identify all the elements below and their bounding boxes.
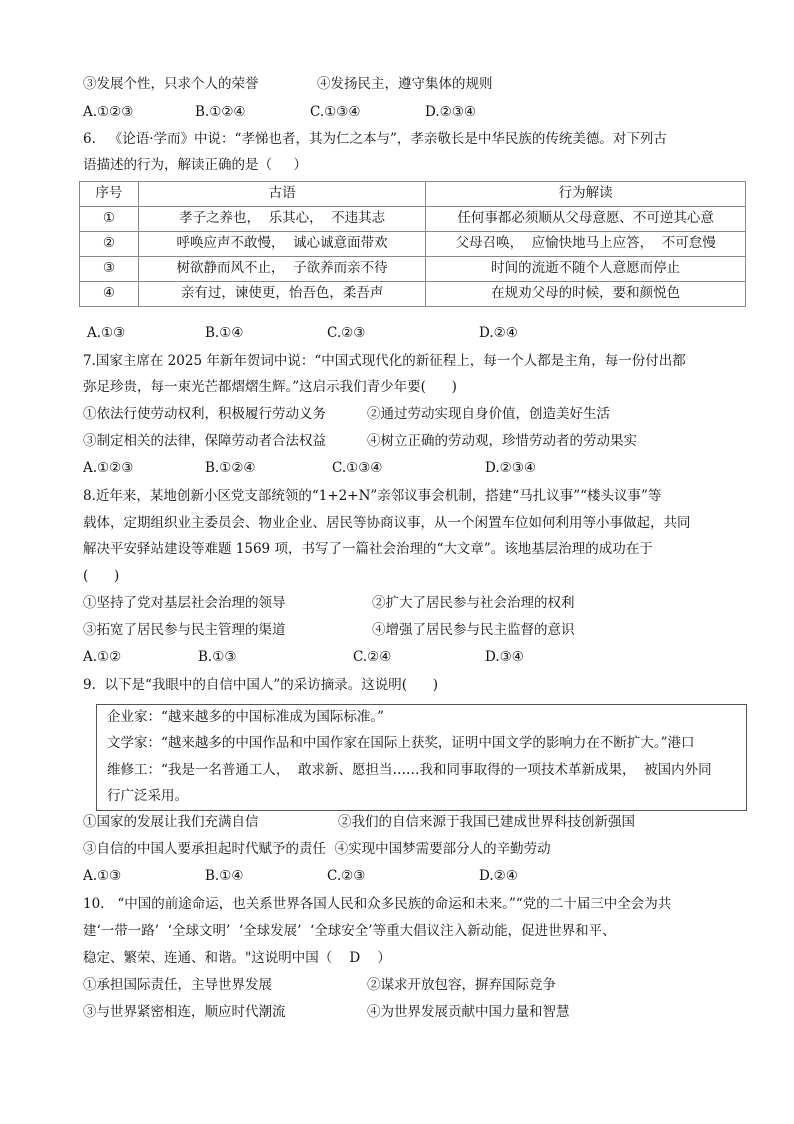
q6-stem-line-2: 语描述的行为，解读正确的是（ ） [83, 157, 307, 173]
q9-choice-2: ②我们的自信来源于我国已建成世界科技创新强国 [338, 814, 635, 830]
option-c: C.①③④ [310, 104, 361, 120]
row-interpretation: 时间的流逝不随个人意愿而停止 [426, 257, 746, 282]
option-c: C.②④ [353, 649, 392, 665]
row-quote: 呼唤应声不敢慢， 诚心诚意面带欢 [138, 232, 426, 257]
q10-stem-line-3: 稳定、繁荣、连通、和谐。"这说明中国（ D ） [83, 950, 391, 966]
option-b: B.①②④ [195, 104, 246, 120]
option-d: D.②③④ [485, 460, 536, 476]
q9-quote-worker-cont: 行广泛采用。 [107, 788, 188, 804]
q9-quote-writer: 文学家：“越来越多的中国作品和中国作家在国际上获奖，证明中国文学的影响力在不断扩大。”港口 [107, 735, 695, 751]
option-a: A.①②③ [83, 104, 134, 120]
choice-3: ③发展个性，只求个人的荣誉 [83, 76, 259, 92]
option-b: B.①②④ [205, 460, 256, 476]
q8-stem-line-4: ( ) [83, 568, 120, 584]
row-quote: 树欲静而风不止， 子欲养而亲不待 [138, 257, 426, 282]
row-number: ③ [80, 257, 139, 282]
q7-choice-3: ③制定相关的法律，保障劳动者合法权益 [83, 433, 326, 449]
q8-choice-1: ①坚持了党对基层社会治理的领导 [83, 595, 286, 611]
option-b: B.①③ [198, 649, 237, 665]
q8-choice-2: ②扩大了居民参与社会治理的权利 [372, 595, 575, 611]
table-header-row [80, 182, 746, 207]
option-d: D.③④ [485, 649, 524, 665]
q8-choice-4: ④增强了居民参与民主监督的意识 [372, 622, 575, 638]
option-c: C.①③④ [332, 460, 383, 476]
header-quote: 古语 [138, 182, 426, 207]
option-c: C.②③ [327, 325, 366, 341]
q7-stem-line-2: 弥足珍贵，每一束光芒都熠熠生辉。”这启示我们青少年要( ) [83, 379, 457, 395]
q10-stem-line-1: 10. “中国的前途命运，也关系世界各国人民和众多民族的命运和未来。”“党的二十届三中全会为共 [83, 896, 672, 912]
row-number: ① [80, 207, 139, 232]
q9-stem: 9. 以下是“我眼中的自信中国人”的采访摘录。这说明( ) [83, 677, 439, 693]
option-b: B.①④ [205, 325, 244, 341]
row-interpretation: 父母召唤， 应愉快地马上应答， 不可怠慢 [426, 232, 746, 257]
q7-choice-2: ②通过劳动实现自身价值，创造美好生活 [367, 406, 610, 422]
option-a: A.①③ [83, 868, 122, 884]
option-c: C.②③ [327, 868, 366, 884]
table-row [80, 232, 746, 257]
q10-choice-3: ③与世界紧密相连，顺应时代潮流 [83, 1004, 286, 1020]
option-a: A.①② [83, 649, 122, 665]
header-interpretation: 行为解读 [426, 182, 746, 207]
row-quote: 亲有过，谏使更，怡吾色，柔吾声 [138, 282, 426, 307]
row-interpretation: 任何事都必须顺从父母意愿、不可逆其心意 [426, 207, 746, 232]
q9-choice-3-4: ③自信的中国人要承担起时代赋予的责任 ④实现中国梦需要部分人的辛勤劳动 [83, 841, 551, 857]
q9-quote-worker: 维修工：“我是一名普通工人， 敢求新、愿担当……我和同事取得的一项技术革新成果， 被国内外同 [107, 762, 712, 778]
option-a: A.①②③ [83, 460, 134, 476]
q8-stem-line-1: 8.近年来，某地创新小区党支部统领的“1+2+N”亲邻议事会机制，搭建“马扎议事”“楼头议事”等 [83, 488, 662, 504]
q7-choice-1: ①依法行使劳动权利，积极履行劳动义务 [83, 406, 326, 422]
q7-choice-4: ④树立正确的劳动观，珍惜劳动者的劳动果实 [367, 433, 637, 449]
q10-choice-1: ①承担国际责任，主导世界发展 [83, 977, 272, 993]
option-d: D.②④ [479, 325, 518, 341]
row-number: ④ [80, 282, 139, 307]
q10-choice-2: ②谋求开放包容，摒弃国际竞争 [367, 977, 556, 993]
q8-choice-3: ③拓宽了居民参与民主管理的渠道 [83, 622, 286, 638]
row-interpretation: 在规劝父母的时候，要和颜悦色 [426, 282, 746, 307]
option-d: D.②④ [479, 868, 518, 884]
header-number: 序号 [80, 182, 139, 207]
q7-stem-line-1: 7.国家主席在 2025 年新年贺词中说：“中国式现代化的新征程上，每一个人都是主角，每一份付出都 [83, 353, 686, 369]
option-a: A.①③ [87, 325, 126, 341]
q10-choice-4: ④为世界发展贡献中国力量和智慧 [367, 1004, 570, 1020]
q10-stem-line-2: 建‘一带一路’ ‘全球文明’ ‘全球发展’ ‘全球安全’等重大倡议注入新动能，促进世界和平、 [83, 923, 616, 939]
q9-choice-1: ①国家的发展让我们充满自信 [83, 814, 259, 830]
q9-quote-box [96, 704, 747, 811]
q6-table [79, 181, 746, 307]
table-row [80, 257, 746, 282]
table-row [80, 282, 746, 307]
row-quote: 孝子之养也， 乐其心， 不违其志 [138, 207, 426, 232]
q9-quote-entrepreneur: 企业家：“越来越多的中国标准成为国际标准。” [107, 709, 385, 725]
q8-stem-line-3: 解决平安驿站建设等难题 1569 项，书写了一篇社会治理的“大文章”。该地基层治理的成功在于 [83, 541, 653, 557]
q6-stem-line-1: 6. 《论语·学而》中说：“孝悌也者，其为仁之本与”，孝亲敬长是中华民族的传统美德。对下列古 [83, 131, 667, 147]
option-d: D.②③④ [425, 104, 476, 120]
choice-4: ④发扬民主，遵守集体的规则 [317, 76, 493, 92]
table-row [80, 207, 746, 232]
option-b: B.①④ [205, 868, 244, 884]
row-number: ② [80, 232, 139, 257]
q8-stem-line-2: 载体，定期组织业主委员会、物业企业、居民等协商议事，从一个闲置车位如何利用等小事做起，共同 [83, 515, 691, 531]
